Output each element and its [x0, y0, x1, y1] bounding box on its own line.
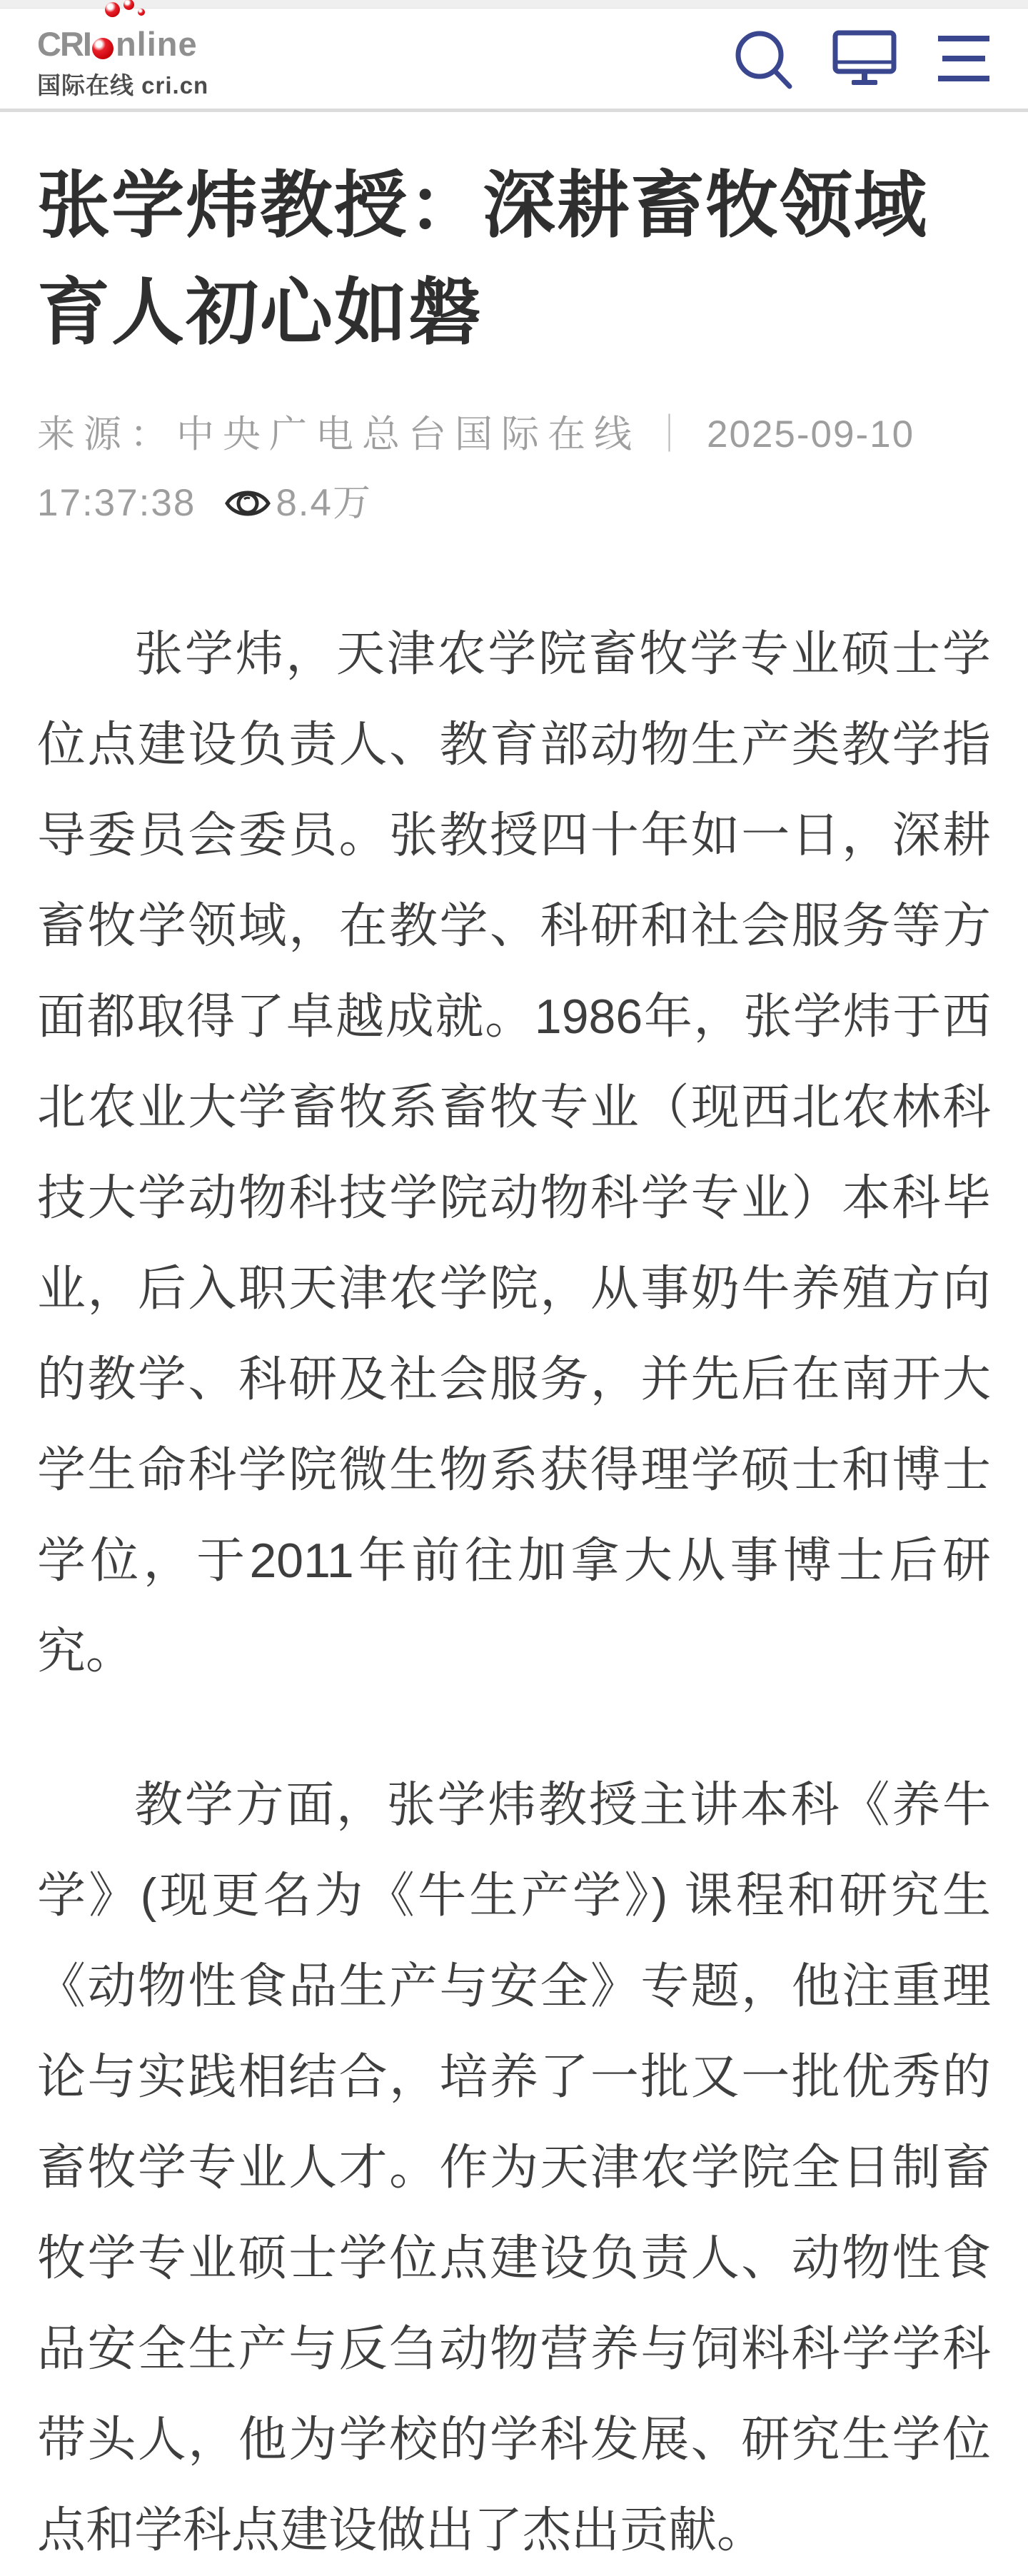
- article-title-line1: 张学炜教授：深耕畜牧领域: [37, 165, 928, 246]
- paragraph: 教学方面，张学炜教授主讲本科《养牛学》(现更名为《牛生产学》) 课程和研究生《动物性食品生产与安全》专题，他注重理论与实践相结合，培养了一批又一批优秀的畜牧学专业人才。作为天津农学院全日制畜牧学专业硕士学位点建设负责人、动物性食品安全生产与反刍动物营养与饲料科学学科带头人，他为学校的学科发展、研究生学位点和学科点建设做出了杰出贡献。: [37, 1778, 991, 2557]
- logo-text-nline: nline: [115, 25, 198, 63]
- article: [0, 152, 1028, 2576]
- meta-divider: ｜: [650, 413, 688, 456]
- paragraph: 张学炜，天津农学院畜牧学专业硕士学位点建设负责人、教育部动物生产类教学指导委员会委员。张教授四十年如一日，深耕畜牧学领域，在教学、科研和社会服务等方面都取得了卓越成就。1986年，张学炜于西北农业大学畜牧系畜牧专业（现西北农林科技大学动物科技学院动物科学专业）本科毕业，后入职天津农学院，从事奶牛养殖方向的教学、科研及社会服务，并先后在南开大学生命科学院微生物系获得理学硕士和博士学位，于2011年前往加拿大从事博士后研究。: [37, 627, 991, 1679]
- logo-ball: [92, 38, 114, 59]
- eye-icon: [224, 486, 271, 520]
- search-icon[interactable]: [734, 28, 792, 89]
- logo-red-ball-icon: [92, 16, 115, 61]
- logo-subtext: 国际在线 cri.cn: [37, 72, 209, 99]
- publish-time: 17:37:38: [37, 482, 196, 524]
- article-title: [37, 152, 991, 366]
- publish-date: 2025-09-10: [707, 413, 915, 456]
- article-title-line2: 育人初心如磐: [37, 272, 483, 353]
- logo-text-cri: CRI: [37, 25, 91, 63]
- site-header: [0, 9, 1028, 109]
- logo-wordmark: [37, 16, 208, 61]
- header-divider: [0, 109, 1028, 112]
- monitor-icon[interactable]: [832, 30, 897, 87]
- article-meta: [37, 401, 991, 538]
- meta-time-views-line: [37, 469, 991, 538]
- top-status-strip: [0, 0, 1028, 9]
- logo-dot: [105, 2, 120, 17]
- menu-icon[interactable]: [937, 35, 991, 82]
- source-label: 来源：中央广电总台国际在线: [37, 413, 640, 456]
- logo-dot: [138, 9, 145, 16]
- article-body: [37, 609, 991, 2576]
- logo-dot: [124, 0, 134, 10]
- meta-source-line: [37, 401, 991, 469]
- header-actions: [734, 28, 991, 89]
- cri-online-logo[interactable]: [37, 16, 208, 101]
- view-count: 8.4万: [276, 482, 372, 524]
